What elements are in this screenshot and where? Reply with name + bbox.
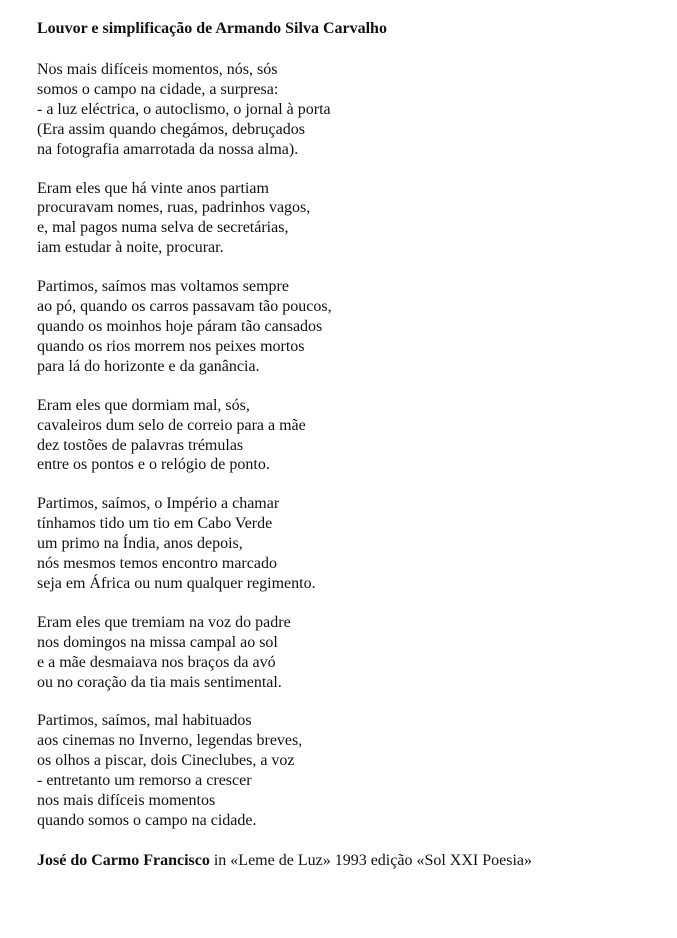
stanza — [37, 396, 657, 476]
poem-line: cavaleiros dum selo de correio para a mãe — [37, 416, 306, 434]
credit-author: José do Carmo Francisco — [37, 852, 210, 869]
poem-line: nós mesmos temos encontro marcado — [37, 555, 277, 573]
poem-line: somos o campo na cidade, a surpresa: — [37, 80, 279, 98]
poem-body — [37, 60, 657, 850]
credit-source: in «Leme de Luz» 1993 edição «Sol XXI Poesia» — [209, 852, 533, 869]
poem-line: tínhamos tido um tio em Cabo Verde — [37, 515, 273, 533]
poem-line: aos cinemas no Inverno, legendas breves, — [37, 732, 303, 750]
stanza — [37, 711, 657, 830]
poem-line: na fotografia amarrotada da nossa alma). — [37, 140, 299, 158]
poem-title: Louvor e simplificação de Armando Silva Carvalho — [37, 20, 387, 37]
poem-line: nos domingos na missa campal ao sol — [37, 633, 278, 651]
poem-line: um primo na Índia, anos depois, — [37, 535, 243, 553]
stanza — [37, 494, 657, 594]
poem-line: Nos mais difíceis momentos, nós, sós — [37, 61, 278, 78]
poem-line: e, mal pagos numa selva de secretárias, — [37, 219, 289, 237]
poem-line: (Era assim quando chegámos, debruçados — [37, 120, 305, 138]
poem-line: Eram eles que há vinte anos partiam — [37, 179, 269, 197]
poem-line: quando somos o campo na cidade. — [37, 812, 257, 829]
poem-line: Partimos, saímos, mal habituados — [37, 712, 252, 730]
stanza — [37, 277, 657, 377]
poem-line: Partimos, saímos, o Império a chamar — [37, 495, 280, 513]
poem-line: ao pó, quando os carros passavam tão poucos, — [37, 298, 332, 316]
poem-line: - entretanto um remorso a crescer — [37, 772, 252, 790]
poem-line: Eram eles que tremiam na voz do padre — [37, 613, 291, 631]
stanza — [37, 179, 657, 259]
poem-line: entre os pontos e o relógio de ponto. — [37, 456, 270, 474]
poem-line: Eram eles que dormiam mal, sós, — [37, 396, 250, 414]
poem-line: e a mãe desmaiava nos braços da avó — [37, 653, 276, 671]
poem-line: seja em África ou num qualquer regimento. — [37, 574, 316, 592]
poem-line: para lá do horizonte e da ganância. — [37, 357, 260, 375]
poem-line: dez tostões de palavras trémulas — [37, 436, 244, 454]
poem-line: quando os moinhos hoje páram tão cansados — [37, 317, 323, 335]
poem-line: Partimos, saímos mas voltamos sempre — [37, 278, 289, 296]
poem-line: quando os rios morrem nos peixes mortos — [37, 337, 305, 355]
poem-line: - a luz eléctrica, o autoclismo, o jornal à porta — [37, 100, 331, 118]
poem-line: iam estudar à noite, procurar. — [37, 239, 224, 257]
poem-line: ou no coração da tia mais sentimental. — [37, 673, 282, 691]
poem-line: nos mais difíceis momentos — [37, 792, 216, 810]
poem-line: procuravam nomes, ruas, padrinhos vagos, — [37, 199, 311, 217]
stanza — [37, 60, 657, 160]
poem-credit — [37, 851, 532, 871]
stanza — [37, 613, 657, 693]
poem-line: os olhos a piscar, dois Cineclubes, a voz — [37, 752, 295, 770]
